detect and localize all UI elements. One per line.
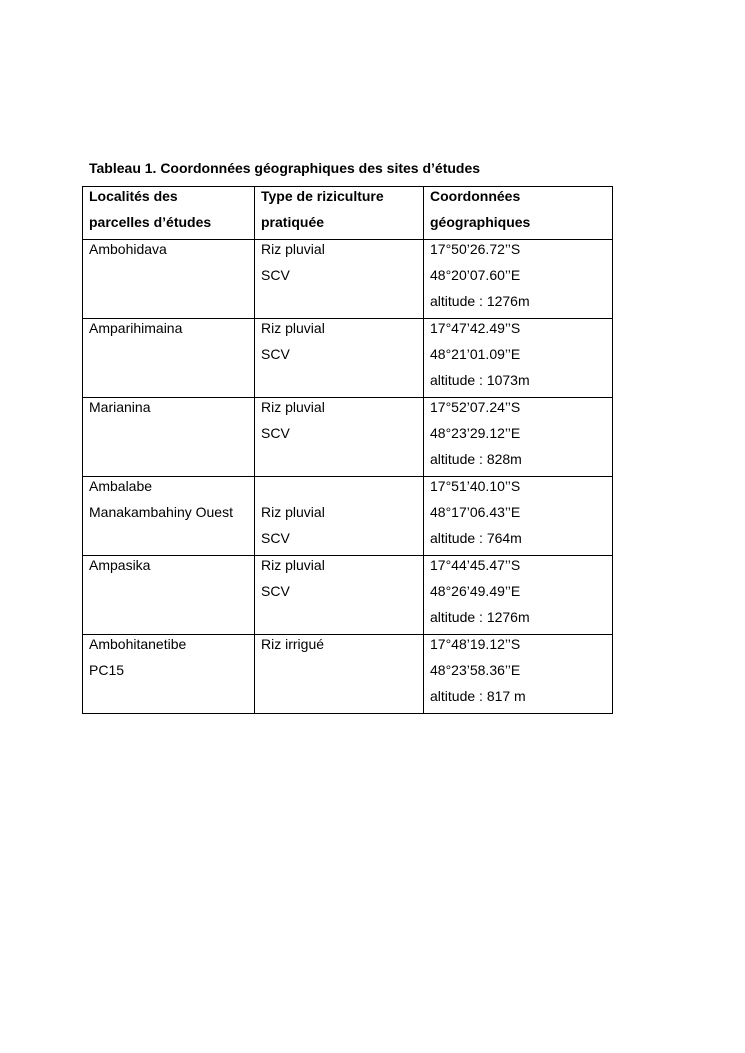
cell-line: SCV <box>261 425 290 441</box>
cell-line <box>89 450 248 476</box>
cell-line <box>89 266 248 292</box>
cell-line: 48°21’01.09’’E <box>430 346 521 362</box>
cell-coordonnees <box>424 635 613 714</box>
sites-table <box>82 186 613 714</box>
cell-line: altitude : 764m <box>430 530 522 546</box>
table-row <box>83 398 613 477</box>
cell-type-riziculture <box>255 319 424 398</box>
cell-line <box>261 292 417 318</box>
cell-line: 48°23’58.36’’E <box>430 662 521 678</box>
cell-line <box>89 582 248 608</box>
cell-line: SCV <box>261 530 290 546</box>
cell-line: Ambalabe <box>89 478 153 494</box>
cell-line: 17°51’40.10’’S <box>430 478 521 494</box>
table-header-row <box>83 187 613 240</box>
cell-line: Amparihimaina <box>89 320 183 336</box>
cell-coordonnees <box>424 240 613 319</box>
cell-line: 48°23’29.12’’E <box>430 425 521 441</box>
cell-line: SCV <box>261 267 290 283</box>
cell-coordonnees <box>424 319 613 398</box>
cell-line <box>261 371 417 397</box>
cell-line <box>89 292 248 318</box>
cell-line: Ampasika <box>89 557 151 573</box>
cell-coordonnees <box>424 556 613 635</box>
cell-localite <box>83 477 255 556</box>
table-row <box>83 635 613 714</box>
cell-localite <box>83 240 255 319</box>
cell-coordonnees <box>424 477 613 556</box>
cell-localite <box>83 556 255 635</box>
cell-line: 17°50’26.72’’S <box>430 241 521 257</box>
cell-line <box>261 450 417 476</box>
cell-line <box>89 687 248 713</box>
cell-line <box>261 477 417 503</box>
cell-line: altitude : 817 m <box>430 688 526 704</box>
header-cell-localites <box>83 187 255 240</box>
cell-line: 48°20’07.60’’E <box>430 267 521 283</box>
cell-line: Ambohidava <box>89 241 167 257</box>
cell-line: altitude : 1276m <box>430 293 530 309</box>
cell-localite <box>83 398 255 477</box>
cell-type-riziculture <box>255 240 424 319</box>
cell-line: 48°26’49.49’’E <box>430 583 521 599</box>
cell-line: altitude : 1276m <box>430 609 530 625</box>
cell-line: Manakambahiny Ouest <box>89 504 233 520</box>
cell-line: Riz pluvial <box>261 241 325 257</box>
cell-line <box>89 529 248 555</box>
header-line: Localités des <box>89 188 178 204</box>
cell-line <box>261 661 417 687</box>
cell-line <box>261 608 417 634</box>
header-line: pratiquée <box>261 214 325 230</box>
cell-line <box>89 345 248 371</box>
header-line: Type de riziculture <box>261 188 384 204</box>
table-row <box>83 240 613 319</box>
cell-line <box>89 608 248 634</box>
cell-type-riziculture <box>255 477 424 556</box>
cell-type-riziculture <box>255 635 424 714</box>
header-cell-coordonnees <box>424 187 613 240</box>
table-row <box>83 319 613 398</box>
cell-type-riziculture <box>255 556 424 635</box>
cell-localite <box>83 635 255 714</box>
cell-line: altitude : 828m <box>430 451 522 467</box>
cell-line: SCV <box>261 346 290 362</box>
cell-line: 48°17’06.43’’E <box>430 504 521 520</box>
header-cell-type <box>255 187 424 240</box>
cell-line: Riz pluvial <box>261 399 325 415</box>
cell-line: 17°48’19.12’’S <box>430 636 521 652</box>
cell-line: altitude : 1073m <box>430 372 530 388</box>
cell-line: Riz irrigué <box>261 636 325 652</box>
cell-line: Marianina <box>89 399 151 415</box>
cell-line: Riz pluvial <box>261 320 325 336</box>
cell-line: Riz pluvial <box>261 557 325 573</box>
cell-line: SCV <box>261 583 290 599</box>
table-body <box>83 240 613 714</box>
table-row <box>83 556 613 635</box>
cell-type-riziculture <box>255 398 424 477</box>
cell-line: 17°47’42.49’’S <box>430 320 521 336</box>
cell-line <box>89 424 248 450</box>
cell-line: Ambohitanetibe <box>89 636 187 652</box>
header-line: Coordonnées <box>430 188 521 204</box>
table-caption: Tableau 1. Coordonnées géographiques des sites d’études <box>89 160 481 176</box>
cell-localite <box>83 319 255 398</box>
cell-line: Riz pluvial <box>261 504 325 520</box>
cell-line <box>89 371 248 397</box>
cell-line: 17°44’45.47’’S <box>430 557 521 573</box>
cell-line: 17°52’07.24’’S <box>430 399 521 415</box>
cell-line <box>261 687 417 713</box>
header-line: parcelles d’études <box>89 214 212 230</box>
cell-line: PC15 <box>89 662 125 678</box>
table-row <box>83 477 613 556</box>
header-line: géographiques <box>430 214 531 230</box>
cell-coordonnees <box>424 398 613 477</box>
